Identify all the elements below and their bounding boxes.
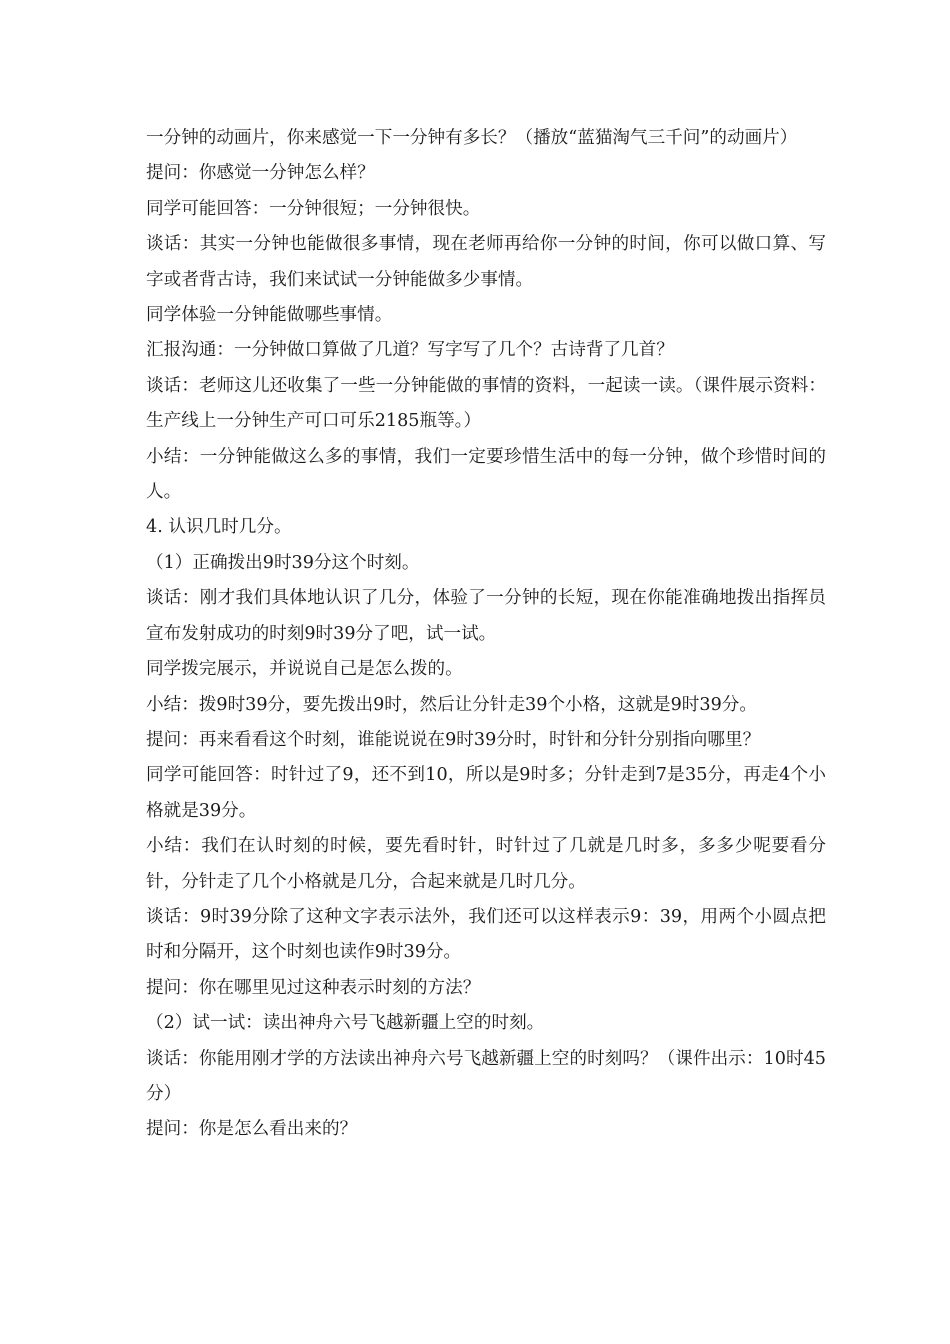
paragraph-summary-read-time: 小结：我们在认时刻的时候，要先看时针，时针过了几就是几时多，多多少呢要看分针，分针走了几个小格就是几分，合起来就是几时几分。 [146, 836, 826, 892]
paragraph-student-show: 同学拨完展示，并说说自己是怎么拨的。 [146, 659, 463, 680]
paragraph-student-answer-hands: 同学可能回答：时针过了9，还不到10，所以是9时多；分针走到7是35分，再走4个小格就是39分。 [146, 765, 826, 821]
paragraph-talk-one-minute: 谈话：其实一分钟也能做很多事情，现在老师再给你一分钟的时间，你可以做口算、写字或者背古诗，我们来试试一分钟能做多少事情。 [146, 234, 826, 290]
paragraph-talk-set-clock: 谈话：刚才我们具体地认识了几分，体验了一分钟的长短，现在你能准确地拨出指挥员宣布发射成功的时刻9时39分了吧，试一试。 [146, 588, 826, 644]
paragraph-animation-intro: 一分钟的动画片，你来感觉一下一分钟有多长？（播放“蓝猫淘气三千问”的动画片） [146, 128, 798, 148]
document-body [146, 121, 826, 1148]
paragraph-report: 汇报沟通：一分钟做口算做了几道？写字写了几个？古诗背了几首？ [146, 340, 674, 361]
paragraph-talk-materials: 谈话：老师这儿还收集了一些一分钟能做的事情的资料，一起读一读。（课件展示资料：生产线上一分钟生产可口可乐2185瓶等。） [146, 375, 826, 432]
paragraph-summary-set-clock: 小结：拨9时39分，要先拨出9时，然后让分针走39个小格，这就是9时39分。 [146, 694, 757, 715]
subsection-heading-2: （2）试一试：读出神舟六号飞越新疆上空的时刻。 [146, 1013, 545, 1034]
paragraph-question-notation: 提问：你在哪里见过这种表示时刻的方法？ [146, 977, 481, 998]
section-heading-hours-minutes: 4. 认识几时几分。 [146, 517, 292, 538]
paragraph-question-hands: 提问：再来看看这个时刻，谁能说说在9时39分时，时针和分针分别指向哪里？ [146, 729, 761, 750]
paragraph-summary-cherish: 小结：一分钟能做这么多的事情，我们一定要珍惜生活中的每一分钟，做个珍惜时间的人。 [146, 446, 826, 503]
subsection-heading-1: （1）正确拨出9时39分这个时刻。 [146, 552, 420, 573]
paragraph-talk-notation: 谈话：9时39分除了这种文字表示法外，我们还可以这样表示9：39，用两个小圆点把时和分隔开，这个时刻也读作9时39分。 [146, 906, 826, 963]
paragraph-talk-shenzhou: 谈话：你能用刚才学的方法读出神舟六号飞越新疆上空的时刻吗？（课件出示：10时45分） [146, 1048, 826, 1104]
paragraph-student-answer: 同学可能回答：一分钟很短；一分钟很快。 [146, 198, 481, 219]
paragraph-question-how: 提问：你是怎么看出来的？ [146, 1119, 358, 1140]
paragraph-question-feeling: 提问：你感觉一分钟怎么样？ [146, 163, 375, 184]
paragraph-student-experience: 同学体验一分钟能做哪些事情。 [146, 305, 393, 326]
